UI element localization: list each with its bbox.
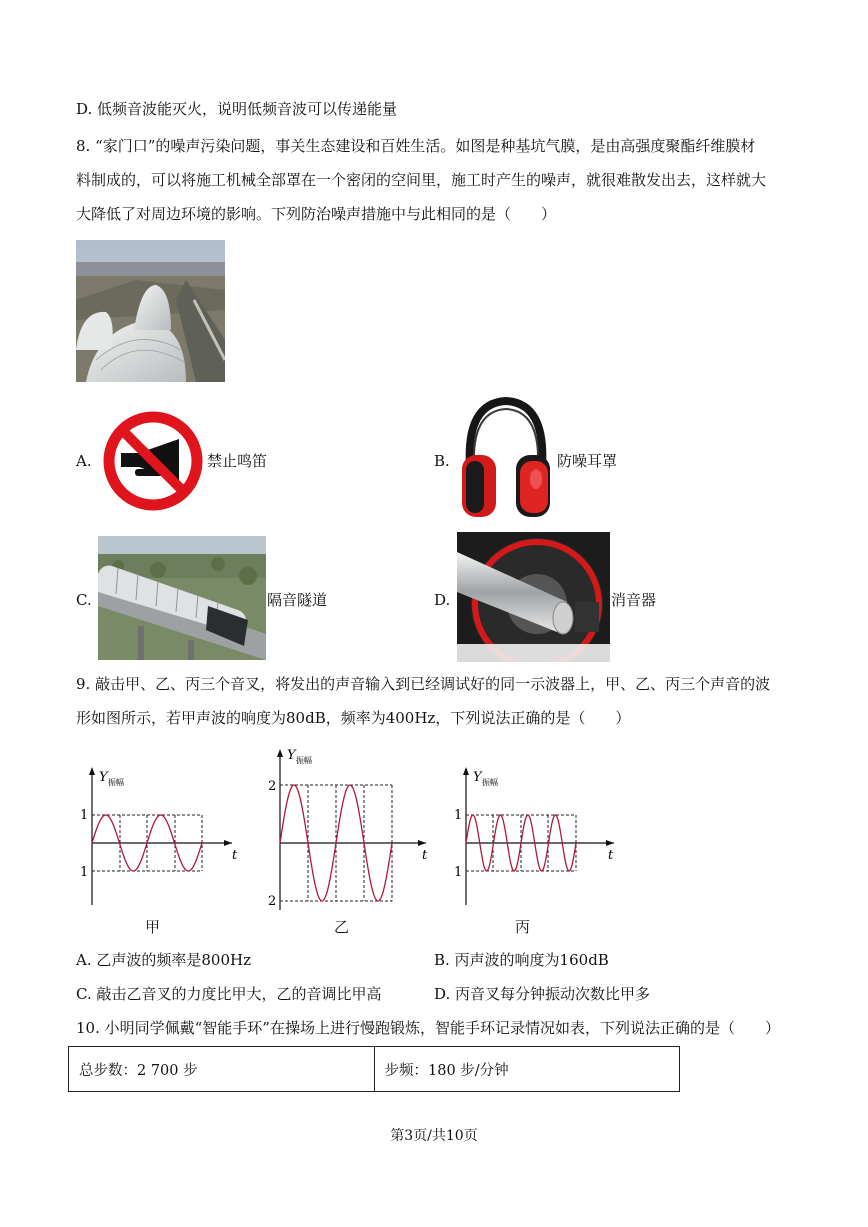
graph-bing-y-sub: 振幅 [482,778,498,787]
graph-jia [80,767,238,905]
graph-bing-caption: 丙 [515,918,531,936]
q9-option-b: B. 丙声波的响度为160dB [434,951,609,969]
q8-option-a-letter: A. [76,452,92,470]
graph-jia-amp-label: 1 [80,808,89,823]
graph-jia-caption: 甲 [145,918,161,936]
graph-bing-y-label: Y [473,770,482,785]
q8-option-d-caption: 消音器 [611,591,657,609]
q10-line-1: 10. 小明同学佩戴“智能手环”在操场上进行慢跑锻炼，智能手环记录情况如表，下列说法正确的是（ ） [76,1019,780,1037]
q9-option-d: D. 丙音叉每分钟振动次数比甲多 [434,985,651,1003]
q8-line-2: 料制成的，可以将施工机械全部罩在一个密闭的空间里，施工时产生的噪声，就很难散发出去，这样就大 [76,171,767,189]
graph-bing [454,767,614,905]
graph-jia-y-sub: 振幅 [108,778,124,787]
q9-line-1: 9. 敲击甲、乙、丙三个音叉，将发出的声音输入到已经调试好的同一示波器上，甲、乙、丙三个声音的波 [76,675,771,693]
graph-jia-neg-label: 1 [80,865,89,880]
graph-yi-caption: 乙 [334,918,350,936]
page-footer: 第3页/共10页 [390,1128,478,1144]
graph-bing-amp-label: 1 [454,808,463,823]
graph-yi-y-sub: 振幅 [296,756,312,765]
q8-option-d-letter: D. [434,591,451,609]
q9-option-c: C. 敲击乙音叉的力度比甲大，乙的音调比甲高 [76,985,382,1003]
sound-tunnel-photo [98,536,266,660]
graph-jia-t-label: t [232,848,238,863]
q9-line-2: 形如图所示，若甲声波的响度为80dB，频率为400Hz，下列说法正确的是（ ） [76,709,631,727]
q8-option-c-letter: C. [76,591,92,609]
q8-option-c-caption: 隔音隧道 [267,591,328,609]
q8-option-b-caption: 防噪耳罩 [557,452,618,470]
muffler-photo [457,532,610,662]
earmuffs-photo [456,395,556,525]
q7-option-d: D. 低频音波能灭火，说明低频音波可以传递能量 [76,100,398,118]
q8-line-3: 大降低了对周边环境的影响。下列防治噪声措施中与此相同的是（ ） [76,205,557,223]
q10-table-total-steps: 总步数：2 700 步 [69,1047,375,1092]
graph-yi-amp-label: 2 [268,779,277,794]
air-membrane-photo [76,240,225,382]
waveform-figure [70,745,630,945]
q8-line-1: 8. “家门口”的噪声污染问题，事关生态建设和百姓生活。如图是种基坑气膜，是由高强度聚酯纤维膜材 [76,137,756,155]
q10-table-cadence: 步频：180 步/分钟 [374,1047,680,1092]
q8-option-b-letter: B. [434,452,450,470]
graph-bing-t-label: t [608,848,614,863]
q10-table [68,1046,680,1092]
graph-yi-y-label: Y [287,748,296,763]
graph-yi [268,748,428,910]
q8-option-a-caption: 禁止鸣笛 [207,452,268,470]
graph-yi-t-label: t [422,848,428,863]
no-horn-sign-icon [101,409,206,513]
graph-jia-y-label: Y [99,770,108,785]
graph-yi-neg-label: 2 [268,894,277,909]
waveform-graphs [70,745,630,945]
q9-option-a: A. 乙声波的频率是800Hz [76,951,251,969]
graph-bing-neg-label: 1 [454,865,463,880]
